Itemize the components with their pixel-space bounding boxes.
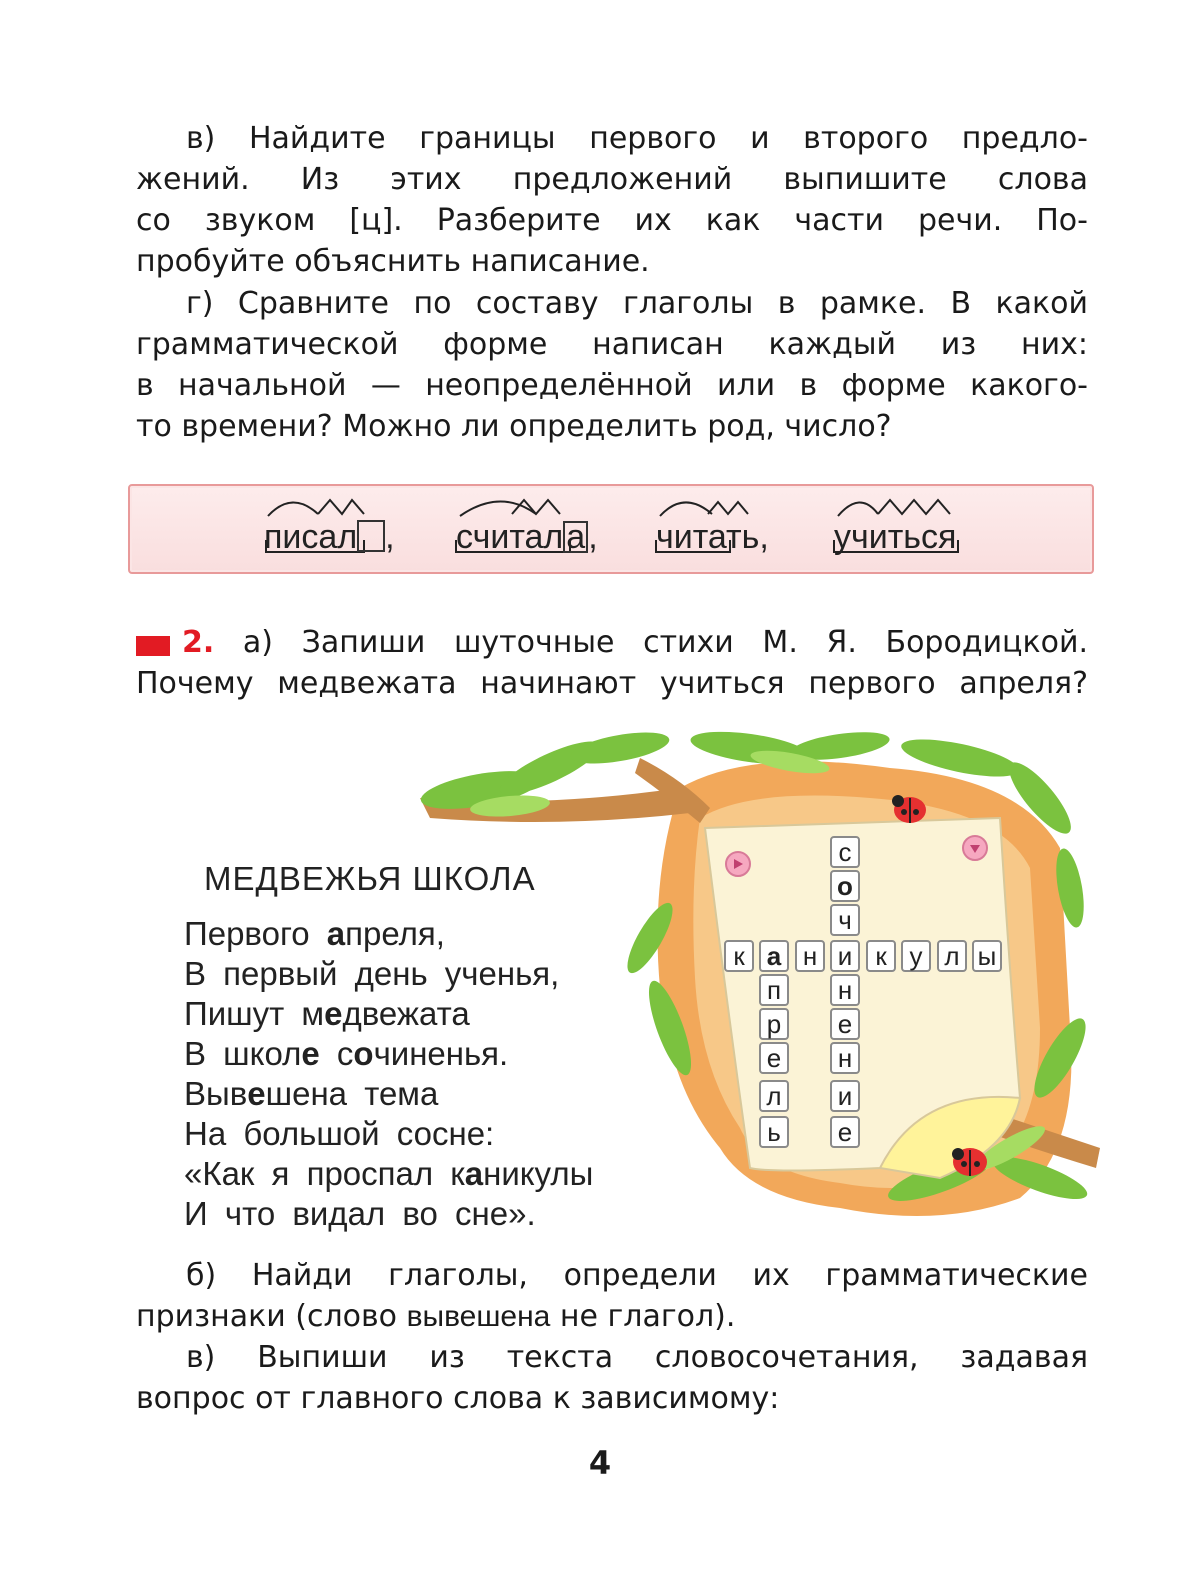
- crossword-cell: н: [830, 974, 860, 1006]
- crossword-cell: ч: [830, 904, 860, 936]
- crossword-cell: п: [759, 974, 789, 1006]
- poem-line: И что видал во сне».: [184, 1195, 536, 1232]
- root-arc-pisal: [268, 502, 318, 516]
- task1-g-line: то времени? Можно ли определить род, число?: [136, 409, 892, 444]
- poem: [184, 914, 593, 1234]
- crossword-cell: р: [759, 1008, 789, 1040]
- poem-title: МЕДВЕЖЬЯ ШКОЛА: [204, 860, 536, 897]
- crossword-cell: к: [724, 940, 754, 972]
- task2-b-paragraph: [136, 1255, 1088, 1337]
- suffix-mark-pisal: [318, 500, 364, 514]
- crossword-cell: с: [830, 836, 860, 868]
- verb-chitat: читать,: [656, 518, 769, 556]
- crossword-cell: л: [937, 940, 967, 972]
- crossword-cell: е: [830, 1116, 860, 1148]
- task1-v-line: со звуком [ц]. Разберите их как части речи. По-: [136, 203, 1088, 238]
- poem-line: В первый день ученья,: [184, 955, 560, 992]
- suffix-mark-schital: [512, 500, 560, 514]
- verb-uchitsya: учиться: [834, 518, 957, 556]
- task2-a-line2: Почему медвежата начинают учиться первого апреля?: [136, 666, 1088, 701]
- task1-v-line: пробуйте объяснить написание.: [136, 244, 650, 279]
- task-number: 2.: [182, 625, 215, 660]
- task2-v-line2: вопрос от главного слова к зависимому:: [136, 1381, 780, 1416]
- crossword-cell: о: [830, 870, 860, 902]
- task1-g-line: грамматической форме написан каждый из них:: [136, 327, 1088, 362]
- ending-box-a: а: [563, 521, 588, 553]
- root-arc-schital: [460, 501, 536, 516]
- task2-a-text: а) Запиши шуточные стихи М. Я. Бородицкой.: [242, 625, 1088, 660]
- task1-g-line: г) Сравните по составу глаголы в рамке. В какой: [186, 286, 1088, 321]
- verb-pisal: [264, 520, 395, 554]
- task1-g-line: в начальной — неопределённой или в форме какого-: [136, 368, 1088, 403]
- crossword-cell: а: [759, 940, 789, 972]
- crossword-cell: и: [830, 940, 860, 972]
- suffix-mark-uchitsya: [878, 500, 950, 514]
- task2-a-paragraph: [136, 622, 1088, 704]
- crossword-cell: ы: [972, 940, 1002, 972]
- crossword-cell: л: [759, 1080, 789, 1112]
- morpheme-marks: [0, 0, 1200, 600]
- crossword-cell: н: [830, 1042, 860, 1074]
- poem-line: Вывешена тема: [184, 1075, 439, 1112]
- crossword-cell: ь: [759, 1116, 789, 1148]
- crossword-cell: е: [830, 1008, 860, 1040]
- page-number: 4: [588, 1444, 612, 1482]
- poem-line: «Как я проспал каникулы: [184, 1155, 594, 1192]
- verb-schital-text: считал: [456, 518, 564, 556]
- task2-v-line1: в) Выпиши из текста словосочетания, задавая: [186, 1340, 1088, 1375]
- crossword-cell: к: [866, 940, 896, 972]
- suffix-mark-chitat: [708, 502, 748, 514]
- crossword-cell: и: [830, 1080, 860, 1112]
- root-arc-uchitsya: [838, 502, 878, 516]
- task2-a-line1: [136, 622, 1088, 663]
- task1-v-line: жений. Из этих предложений выпишите слова: [136, 162, 1088, 197]
- crossword-cell: у: [901, 940, 931, 972]
- crossword-cell: н: [795, 940, 825, 972]
- zero-ending-box: [357, 520, 385, 552]
- word-vyveshena: вывешена: [406, 1300, 551, 1333]
- poem-line: Первого апреля,: [184, 915, 445, 952]
- crossword-cell: е: [759, 1042, 789, 1074]
- poem-line: На большой сосне:: [184, 1115, 495, 1152]
- verb-comma: ,: [588, 518, 598, 556]
- verb-comma: ,: [385, 518, 395, 556]
- poem-line: Пишут медвежата: [184, 995, 470, 1032]
- task2-b-line2: признаки (слово вывешена не глагол).: [136, 1299, 736, 1334]
- root-arc-chitat: [660, 502, 712, 516]
- verb-pisal-text: писал: [264, 518, 358, 556]
- task2-b-line1: б) Найди глаголы, определи их грамматические: [186, 1258, 1088, 1293]
- task2-v-paragraph: [136, 1337, 1088, 1419]
- poem-line: В школе сочиненья.: [184, 1035, 509, 1072]
- verb-schital: [456, 520, 598, 554]
- task1-v-line: в) Найдите границы первого и второго предло-: [186, 121, 1088, 156]
